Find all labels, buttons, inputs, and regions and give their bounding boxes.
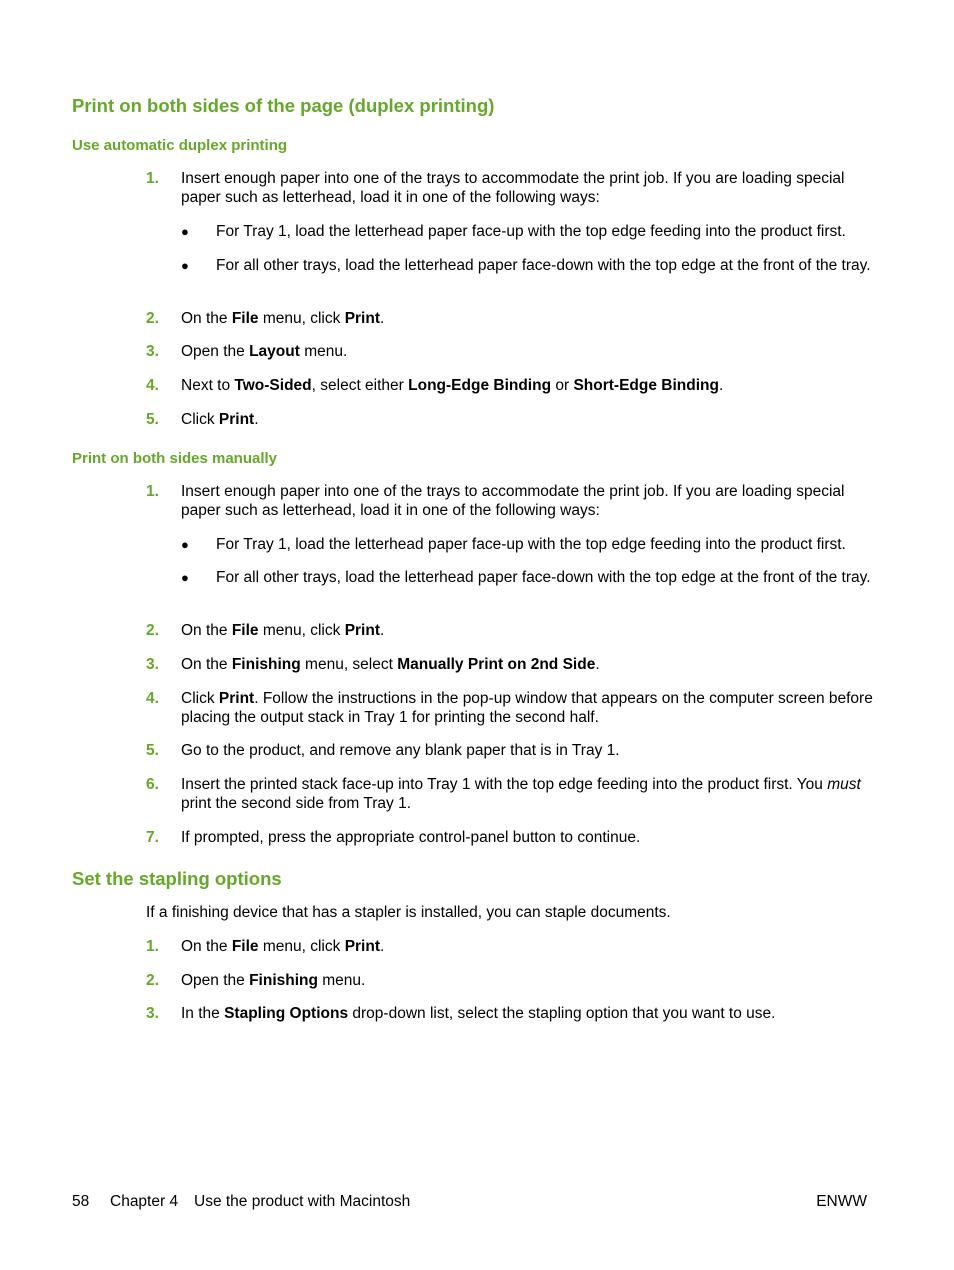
subsection-title-automatic-duplex: Use automatic duplex printing bbox=[72, 137, 288, 154]
bullet-text: For all other trays, load the letterhead paper face-down with the top edge at the front of the tray. bbox=[216, 257, 871, 274]
bullet-text: For Tray 1, load the letterhead paper face-up with the top edge feeding into the product first. bbox=[216, 536, 846, 553]
menu-name: File bbox=[231, 938, 259, 955]
emphasis-text: must bbox=[827, 776, 861, 793]
step-text: Insert the printed stack face-up into Tray 1 with the top edge feeding into the product first. You must print the second side from Tray 1. bbox=[181, 776, 861, 812]
step-number: 3. bbox=[146, 343, 159, 360]
step-number: 4. bbox=[146, 377, 159, 394]
step-text: Open the Finishing menu. bbox=[181, 972, 366, 989]
step-number: 3. bbox=[146, 1005, 159, 1022]
step-number: 1. bbox=[146, 170, 159, 187]
step-number: 2. bbox=[146, 310, 159, 327]
step-text: Go to the product, and remove any blank paper that is in Tray 1. bbox=[181, 742, 620, 759]
step-text: If prompted, press the appropriate control-panel button to continue. bbox=[181, 829, 641, 846]
step-number: 2. bbox=[146, 972, 159, 989]
command-name: Print bbox=[218, 411, 255, 428]
bullet-dot-icon: ● bbox=[181, 224, 189, 239]
step-text: Click Print. Follow the instructions in the pop-up window that appears on the computer screen before placing the output stack in Tray 1 for printing the second half. bbox=[181, 690, 873, 726]
subsection-title-manual-duplex: Print on both sides manually bbox=[72, 450, 278, 467]
step-number: 3. bbox=[146, 656, 159, 673]
chapter-label: Chapter 4 bbox=[110, 1193, 179, 1210]
bullet-text: For Tray 1, load the letterhead paper face-up with the top edge feeding into the product first. bbox=[216, 223, 846, 240]
option-name: Stapling Options bbox=[224, 1005, 349, 1022]
step-number: 6. bbox=[146, 776, 159, 793]
bullet-dot-icon: ● bbox=[181, 258, 189, 273]
step-text: Click Print. bbox=[181, 411, 259, 428]
menu-name: File bbox=[231, 310, 259, 327]
option-name: Short-Edge Binding bbox=[573, 377, 719, 394]
bullet-text: For all other trays, load the letterhead paper face-down with the top edge at the front of the tray. bbox=[216, 569, 871, 586]
chapter-title: Use the product with Macintosh bbox=[194, 1193, 411, 1210]
step-text: Insert enough paper into one of the trays to accommodate the print job. If you are loading special paper such as letterhead, load it in one of the following ways: bbox=[181, 170, 845, 206]
step-number: 5. bbox=[146, 411, 159, 428]
option-name: Two-Sided bbox=[234, 377, 312, 394]
step-number: 7. bbox=[146, 829, 159, 846]
option-name: Long-Edge Binding bbox=[408, 377, 552, 394]
step-text: In the Stapling Options drop-down list, select the stapling option that you want to use. bbox=[181, 1005, 776, 1022]
section-title-stapling: Set the stapling options bbox=[72, 868, 282, 889]
command-name: Print bbox=[218, 690, 255, 707]
option-name: Manually Print on 2nd Side bbox=[397, 656, 596, 673]
command-name: Print bbox=[344, 622, 380, 639]
menu-name: File bbox=[231, 622, 259, 639]
step-text: Open the Layout menu. bbox=[181, 343, 348, 360]
step-text: On the File menu, click Print. bbox=[181, 938, 385, 955]
command-name: Print bbox=[344, 310, 380, 327]
step-number: 1. bbox=[146, 483, 159, 500]
doc-code: ENWW bbox=[816, 1193, 867, 1210]
step-text: Insert enough paper into one of the trays to accommodate the print job. If you are loading special paper such as letterhead, load it in one of the following ways: bbox=[181, 483, 845, 519]
page-number: 58 bbox=[72, 1193, 90, 1210]
step-text: Next to Two-Sided, select either Long-Edge Binding or Short-Edge Binding. bbox=[181, 377, 724, 394]
step-number: 2. bbox=[146, 622, 159, 639]
step-text: On the File menu, click Print. bbox=[181, 622, 385, 639]
bullet-dot-icon: ● bbox=[181, 537, 189, 552]
section-title-duplex: Print on both sides of the page (duplex printing) bbox=[72, 95, 495, 116]
step-number: 4. bbox=[146, 690, 159, 707]
menu-name: Layout bbox=[249, 343, 300, 360]
step-text: On the File menu, click Print. bbox=[181, 310, 385, 327]
bullet-dot-icon: ● bbox=[181, 570, 189, 585]
stapling-intro: If a finishing device that has a stapler is installed, you can staple documents. bbox=[146, 904, 671, 921]
step-text: On the Finishing menu, select Manually Print on 2nd Side. bbox=[181, 656, 600, 673]
step-number: 1. bbox=[146, 938, 159, 955]
step-number: 5. bbox=[146, 742, 159, 759]
menu-name: Finishing bbox=[249, 972, 318, 989]
command-name: Print bbox=[344, 938, 380, 955]
menu-name: Finishing bbox=[231, 656, 301, 673]
